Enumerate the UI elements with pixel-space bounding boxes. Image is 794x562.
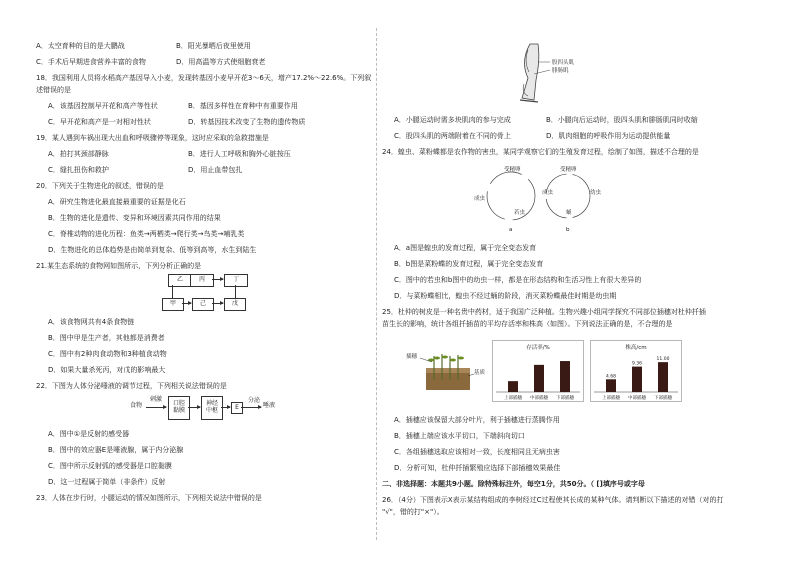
q20-option-a: A．研究生物进化最直接最重要的证据是化石 <box>48 198 186 206</box>
flow-arrow <box>188 407 200 408</box>
cycle-b-larva: 幼虫 <box>590 190 602 196</box>
q21-option-a: A．该食物网共有4条食物链 <box>48 318 135 326</box>
life-cycle-diagram-b <box>528 164 608 234</box>
q20-stem: 20．下列关于生物进化的叙述，错误的是 <box>36 182 164 190</box>
q17-option-b: B．阳光暴晒后夜里使用 <box>176 42 251 50</box>
q18-stem-line1: 18．我国利用人员将水稻高产基因导入小麦，发现转基因小麦早开花3～6天，增产17.2%～22.6%。下列叙 <box>36 74 372 82</box>
q22-option-b: B．图中的效应器E是唾液腺，属于内分泌腺 <box>48 446 184 454</box>
q22-option-d: D．这一过程属于简单（非条件）反射 <box>48 478 166 486</box>
q26-stem-line1: 26．（4分）下图表示X表示某结构组成的李树经过C过程使其长成的某种气体。请判断以下描述的对错（对的打 <box>382 496 724 504</box>
food-web-node-bing: 丙 <box>190 274 214 287</box>
flow-arrow <box>146 407 166 408</box>
q22-option-a: A．图中①是反射的感受器 <box>48 430 130 438</box>
bar-0 <box>606 379 616 392</box>
cycle-a-nymph: 若虫 <box>514 210 526 216</box>
bar-1 <box>534 365 544 392</box>
flow-saliva-label: 唾液 <box>263 402 276 409</box>
q24-option-d: D．与菜粉蝶相比，蝗虫不经过蛹的阶段，消灭菜粉蝶最佳时期是幼虫期 <box>394 292 617 300</box>
cycle-a-adult: 成虫 <box>474 196 486 202</box>
flow-box-oral-mucosa: 口腔 黏膜 <box>168 396 190 420</box>
flow-secrete-label: 分泌 <box>248 397 261 404</box>
cutting-photo <box>406 350 490 394</box>
photo-label-substrate: 基质 <box>474 370 486 376</box>
q25-option-a: A．插穗应该保留大部分叶片，利于插穗进行蒸腾作用 <box>394 416 560 424</box>
flow-food-label: 食物 <box>130 402 143 409</box>
leg-label-gastrocnemius: 腓肠肌 <box>552 68 569 74</box>
bar-2 <box>658 362 668 392</box>
q19-option-b: B．进行人工呼吸和胸外心脏按压 <box>188 150 291 158</box>
q23-option-c: C．股四头肌的两端附着在不同的骨上 <box>394 132 511 140</box>
food-web-arrow <box>212 303 223 304</box>
food-web-node-wu: 戊 <box>224 298 246 311</box>
food-web-node-ji: 己 <box>192 298 214 311</box>
q25-stem-line1: 25．杜仲的树皮是一种名贵中药材，适于我国广泛种植。生物兴趣小组同学探究不同部位插穗对杜仲扦插 <box>382 308 706 316</box>
column-divider <box>376 28 377 540</box>
q23-option-d: D．肌肉细胞的呼吸作用为运动提供能量 <box>546 132 671 140</box>
q25-option-c: C．各组插穗选取应该相对一致，长度相同且无病虫害 <box>394 448 560 456</box>
bar-0 <box>508 381 518 392</box>
q21-option-c: C．图中有2种肉食动物和3种植食动物 <box>48 350 167 358</box>
q20-option-d: D．生物进化的总体趋势是由简单到复杂、低等到高等，水生到陆生 <box>48 246 257 254</box>
q25-option-d: D．分析可知，杜仲扦插繁殖应选择下部插穗效果最佳 <box>394 464 561 472</box>
food-web-arrow <box>235 285 236 298</box>
cycle-b-adult: 成虫 <box>542 190 554 196</box>
data-label: 11.00 <box>656 357 670 363</box>
q21-stem: 21.某生态系统的食物网如图所示，下列分析正确的是 <box>36 262 202 270</box>
q18-option-d: D．转基因技术改变了生物的遗传物质 <box>188 118 306 126</box>
q24-stem: 24．蝗虫、菜粉蝶都是农作物的害虫，某同学观察它们的生殖发育过程，绘制了如图，描述不合理的是 <box>382 148 699 156</box>
data-label: 4.68 <box>605 374 617 380</box>
survival-chart-title: 存活率/% <box>526 345 550 351</box>
photo-label-cutting: 插穗 <box>406 354 418 360</box>
cycle-a-egg: 受精卵 <box>504 167 521 173</box>
q26-stem-line2: "√"，错的打"×"）。 <box>382 508 444 516</box>
category-label: 中部插穗 <box>530 396 548 401</box>
flow-box-nerve-center: 神经 中枢 <box>201 396 223 420</box>
q19-option-c: C．缝扎扭伤和救护 <box>48 166 109 174</box>
flow-stimulus-label: 刺激 <box>150 396 163 403</box>
category-label: 中部插穗 <box>628 396 646 401</box>
q22-option-c: C．图中所示反射弧的感受器是口腔黏膜 <box>48 462 172 470</box>
q20-option-b: B．生物的进化是遗传、变异和环境因素共同作用的结果 <box>48 214 221 222</box>
q19-option-d: D．用止血带包扎 <box>188 166 243 174</box>
food-web-arrow <box>212 279 223 280</box>
q24-option-c: C．图中的若虫和b图中的幼虫一样，都是在形态结构和生活习性上有很大差异的 <box>394 276 642 284</box>
leg-muscle-illustration <box>512 40 592 108</box>
category-label: 下部插穗 <box>654 396 672 401</box>
q18-option-c: C．早开花和高产是一对相对性状 <box>48 118 151 126</box>
q25-stem-line2: 苗生长的影响，统计各组扦插苗的平均存活率和株高（如图）。下列说法正确的是，不合理的是 <box>382 320 673 328</box>
q23-stem: 23．人体在步行时，小腿运动的情况如图所示，下列相关说法中错误的是 <box>36 494 262 502</box>
flow-arrow <box>221 407 230 408</box>
cycle-a-caption: a <box>509 227 513 233</box>
food-web-arrow <box>172 285 173 298</box>
cycle-b-caption: b <box>566 227 570 233</box>
q23-option-b: B．小腿向后运动时，股四头肌和腓肠肌同时收缩 <box>546 116 698 124</box>
q24-option-b: B．b图是菜粉蝶的发育过程，属于完全变态发育 <box>394 260 544 268</box>
category-label: 上部插穗 <box>602 396 620 401</box>
q17-option-c: C．手术后早期进食营养丰富的食物 <box>36 58 146 66</box>
bar-2 <box>560 361 570 392</box>
q18-option-b: B．基因多样性在育种中有重要作用 <box>188 102 298 110</box>
height-chart-title: 株高/cm <box>625 345 647 351</box>
q23-option-a: A．小腿运动时需多块肌肉的参与完成 <box>394 116 511 124</box>
data-label: 9.36 <box>631 361 643 367</box>
cycle-b-pupa: 蛹 <box>566 210 572 216</box>
q18-option-a: A．该基因控制早开花和高产等性状 <box>48 102 158 110</box>
flow-arrow <box>241 407 261 408</box>
q25-option-b: B．插穗上端应该水平切口，下端斜向切口 <box>394 432 525 440</box>
category-label: 上部插穗 <box>504 396 522 401</box>
plant-height-chart <box>590 340 682 402</box>
leg-label-quadriceps: 股四头肌 <box>552 60 575 66</box>
food-web-arrow <box>182 303 191 304</box>
category-label: 下部插穗 <box>556 396 574 401</box>
q21-option-d: D．如果大量杀死丙，对戊的影响最大 <box>48 366 166 374</box>
food-web-node-yi: 乙 <box>168 274 192 287</box>
q17-option-a: A．太空育种的目的是大鹏战 <box>36 42 125 50</box>
section-title: 二、非选择题：本题共9小题。除特殊标注外，每空1分，共50分。（ []填序号或字母 <box>382 480 645 488</box>
q19-option-a: A．拍打其颈部静脉 <box>48 150 109 158</box>
bar-1 <box>632 367 642 392</box>
q22-stem: 22．下图为人体分泌唾液的调节过程，下列相关说法错误的是 <box>36 382 227 390</box>
flow-box-effector-e: E <box>231 402 243 414</box>
food-web-node-jia: 甲 <box>162 298 184 311</box>
survival-rate-chart <box>492 340 584 402</box>
q19-stem: 19．某人遇到车祸出现大出血和呼吸骤停等现象，这时应采取的急救措施是 <box>36 134 269 142</box>
q17-option-d: D．用高温等方式使细胞衰老 <box>176 58 266 66</box>
q21-option-b: B．图中甲是生产者，其他都是消费者 <box>48 334 165 342</box>
q18-stem-line2: 述错误的是 <box>36 86 71 94</box>
food-web-node-ding: 丁 <box>224 274 248 287</box>
cycle-b-egg: 受精卵 <box>560 167 577 173</box>
q24-option-a: A．a图是蝗虫的发育过程，属于完全变态发育 <box>394 244 537 252</box>
q20-option-c: C．脊椎动物的进化历程：鱼类→两栖类→爬行类→鸟类→哺乳类 <box>48 230 245 238</box>
